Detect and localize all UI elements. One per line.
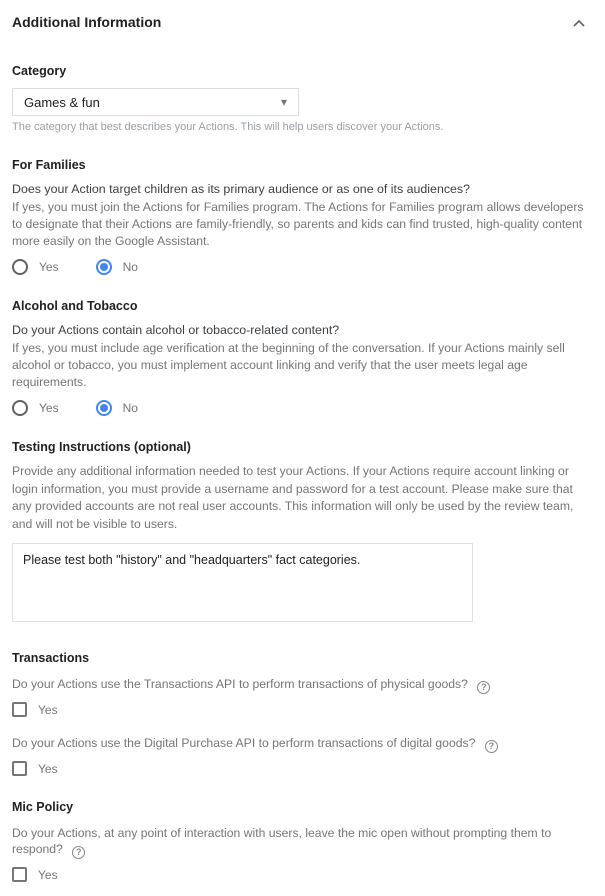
category-helper-text: The category that best describes your Actions. This will help users discover your Actions. bbox=[12, 121, 444, 133]
for-families-question: Does your Action target children as its primary audience or as one of its audiences? bbox=[12, 182, 471, 196]
alcohol-tobacco-radio-group bbox=[12, 400, 593, 416]
alcohol-tobacco-question: Do your Actions contain alcohol or tobacco-related content? bbox=[12, 323, 340, 337]
chevron-up-icon bbox=[573, 15, 585, 30]
chevron-down-icon: ▾ bbox=[280, 95, 287, 109]
testing-instructions-title: Testing Instructions (optional) bbox=[12, 440, 191, 454]
category-selected-value: Games & fun bbox=[24, 94, 100, 110]
question-text: Do your Actions, at any point of interaction with users, leave the mic open without prompting them to respond? bbox=[12, 826, 552, 856]
checkbox-unchecked-icon bbox=[12, 702, 27, 717]
checkbox-unchecked-icon bbox=[12, 867, 27, 882]
radio-label: Yes bbox=[39, 260, 59, 274]
transactions-physical-checkbox[interactable] bbox=[12, 702, 593, 717]
for-families-radio-group bbox=[12, 259, 593, 275]
transactions-physical-goods-group bbox=[12, 676, 593, 717]
checkbox-label: Yes bbox=[38, 702, 58, 717]
radio-selected-icon bbox=[96, 400, 112, 416]
mic-policy-title: Mic Policy bbox=[12, 800, 74, 814]
help-icon[interactable]: ? bbox=[477, 681, 490, 694]
transactions-physical-question bbox=[12, 676, 593, 694]
mic-policy-checkbox[interactable] bbox=[12, 867, 593, 882]
mic-policy-section bbox=[12, 800, 593, 882]
mic-policy-question bbox=[12, 825, 593, 859]
transactions-digital-question bbox=[12, 735, 593, 753]
transactions-section bbox=[12, 651, 593, 776]
checkbox-unchecked-icon bbox=[12, 761, 27, 776]
alcohol-tobacco-radio-no[interactable] bbox=[96, 400, 138, 416]
radio-unselected-icon bbox=[12, 259, 28, 275]
transactions-digital-checkbox[interactable] bbox=[12, 761, 593, 776]
alcohol-tobacco-radio-yes[interactable] bbox=[12, 400, 59, 416]
for-families-title: For Families bbox=[12, 158, 86, 172]
transactions-title: Transactions bbox=[12, 651, 90, 665]
alcohol-tobacco-section bbox=[12, 299, 593, 416]
transactions-digital-goods-group bbox=[12, 735, 593, 776]
testing-instructions-description: Provide any additional information needed to test your Actions. If your Actions require account linking or login information, you must provide a username and password for a test account. Please make sure that any provided accounts are not real user accounts. This information will only be used by the review team, and will not be visible to users. bbox=[12, 464, 574, 531]
for-families-radio-yes[interactable] bbox=[12, 259, 59, 275]
page-title: Additional Information bbox=[12, 14, 162, 30]
alcohol-tobacco-description: If yes, you must include age verification at the beginning of the conversation. If your Actions mainly sell alcohol or tobacco, you must implement account linking and verify that the user meets legal age requirements. bbox=[12, 341, 565, 389]
collapse-section-button[interactable] bbox=[567, 10, 591, 34]
question-text: Do your Actions use the Transactions API to perform transactions of physical goods? bbox=[12, 677, 468, 691]
panel-header bbox=[12, 0, 593, 34]
for-families-description: If yes, you must join the Actions for Families program. The Actions for Families program allows developers to designate that their Actions are family-friendly, so parents and kids can find trusted, high-quality content more easily on the Google Assistant. bbox=[12, 200, 584, 248]
category-label: Category bbox=[12, 64, 67, 78]
help-icon[interactable]: ? bbox=[72, 846, 85, 859]
radio-label: Yes bbox=[39, 401, 59, 415]
category-section bbox=[12, 64, 593, 134]
radio-unselected-icon bbox=[12, 400, 28, 416]
category-select[interactable] bbox=[12, 88, 299, 116]
checkbox-label: Yes bbox=[38, 761, 58, 776]
radio-selected-icon bbox=[96, 259, 112, 275]
radio-label: No bbox=[122, 401, 138, 415]
testing-instructions-section bbox=[12, 440, 593, 627]
checkbox-label: Yes bbox=[38, 867, 58, 882]
alcohol-tobacco-title: Alcohol and Tobacco bbox=[12, 299, 138, 313]
radio-label: No bbox=[122, 260, 138, 274]
for-families-radio-no[interactable] bbox=[96, 259, 138, 275]
help-icon[interactable]: ? bbox=[485, 740, 498, 753]
for-families-section bbox=[12, 158, 593, 275]
testing-instructions-input[interactable] bbox=[12, 543, 473, 622]
question-text: Do your Actions use the Digital Purchase API to perform transactions of digital goods? bbox=[12, 736, 476, 750]
